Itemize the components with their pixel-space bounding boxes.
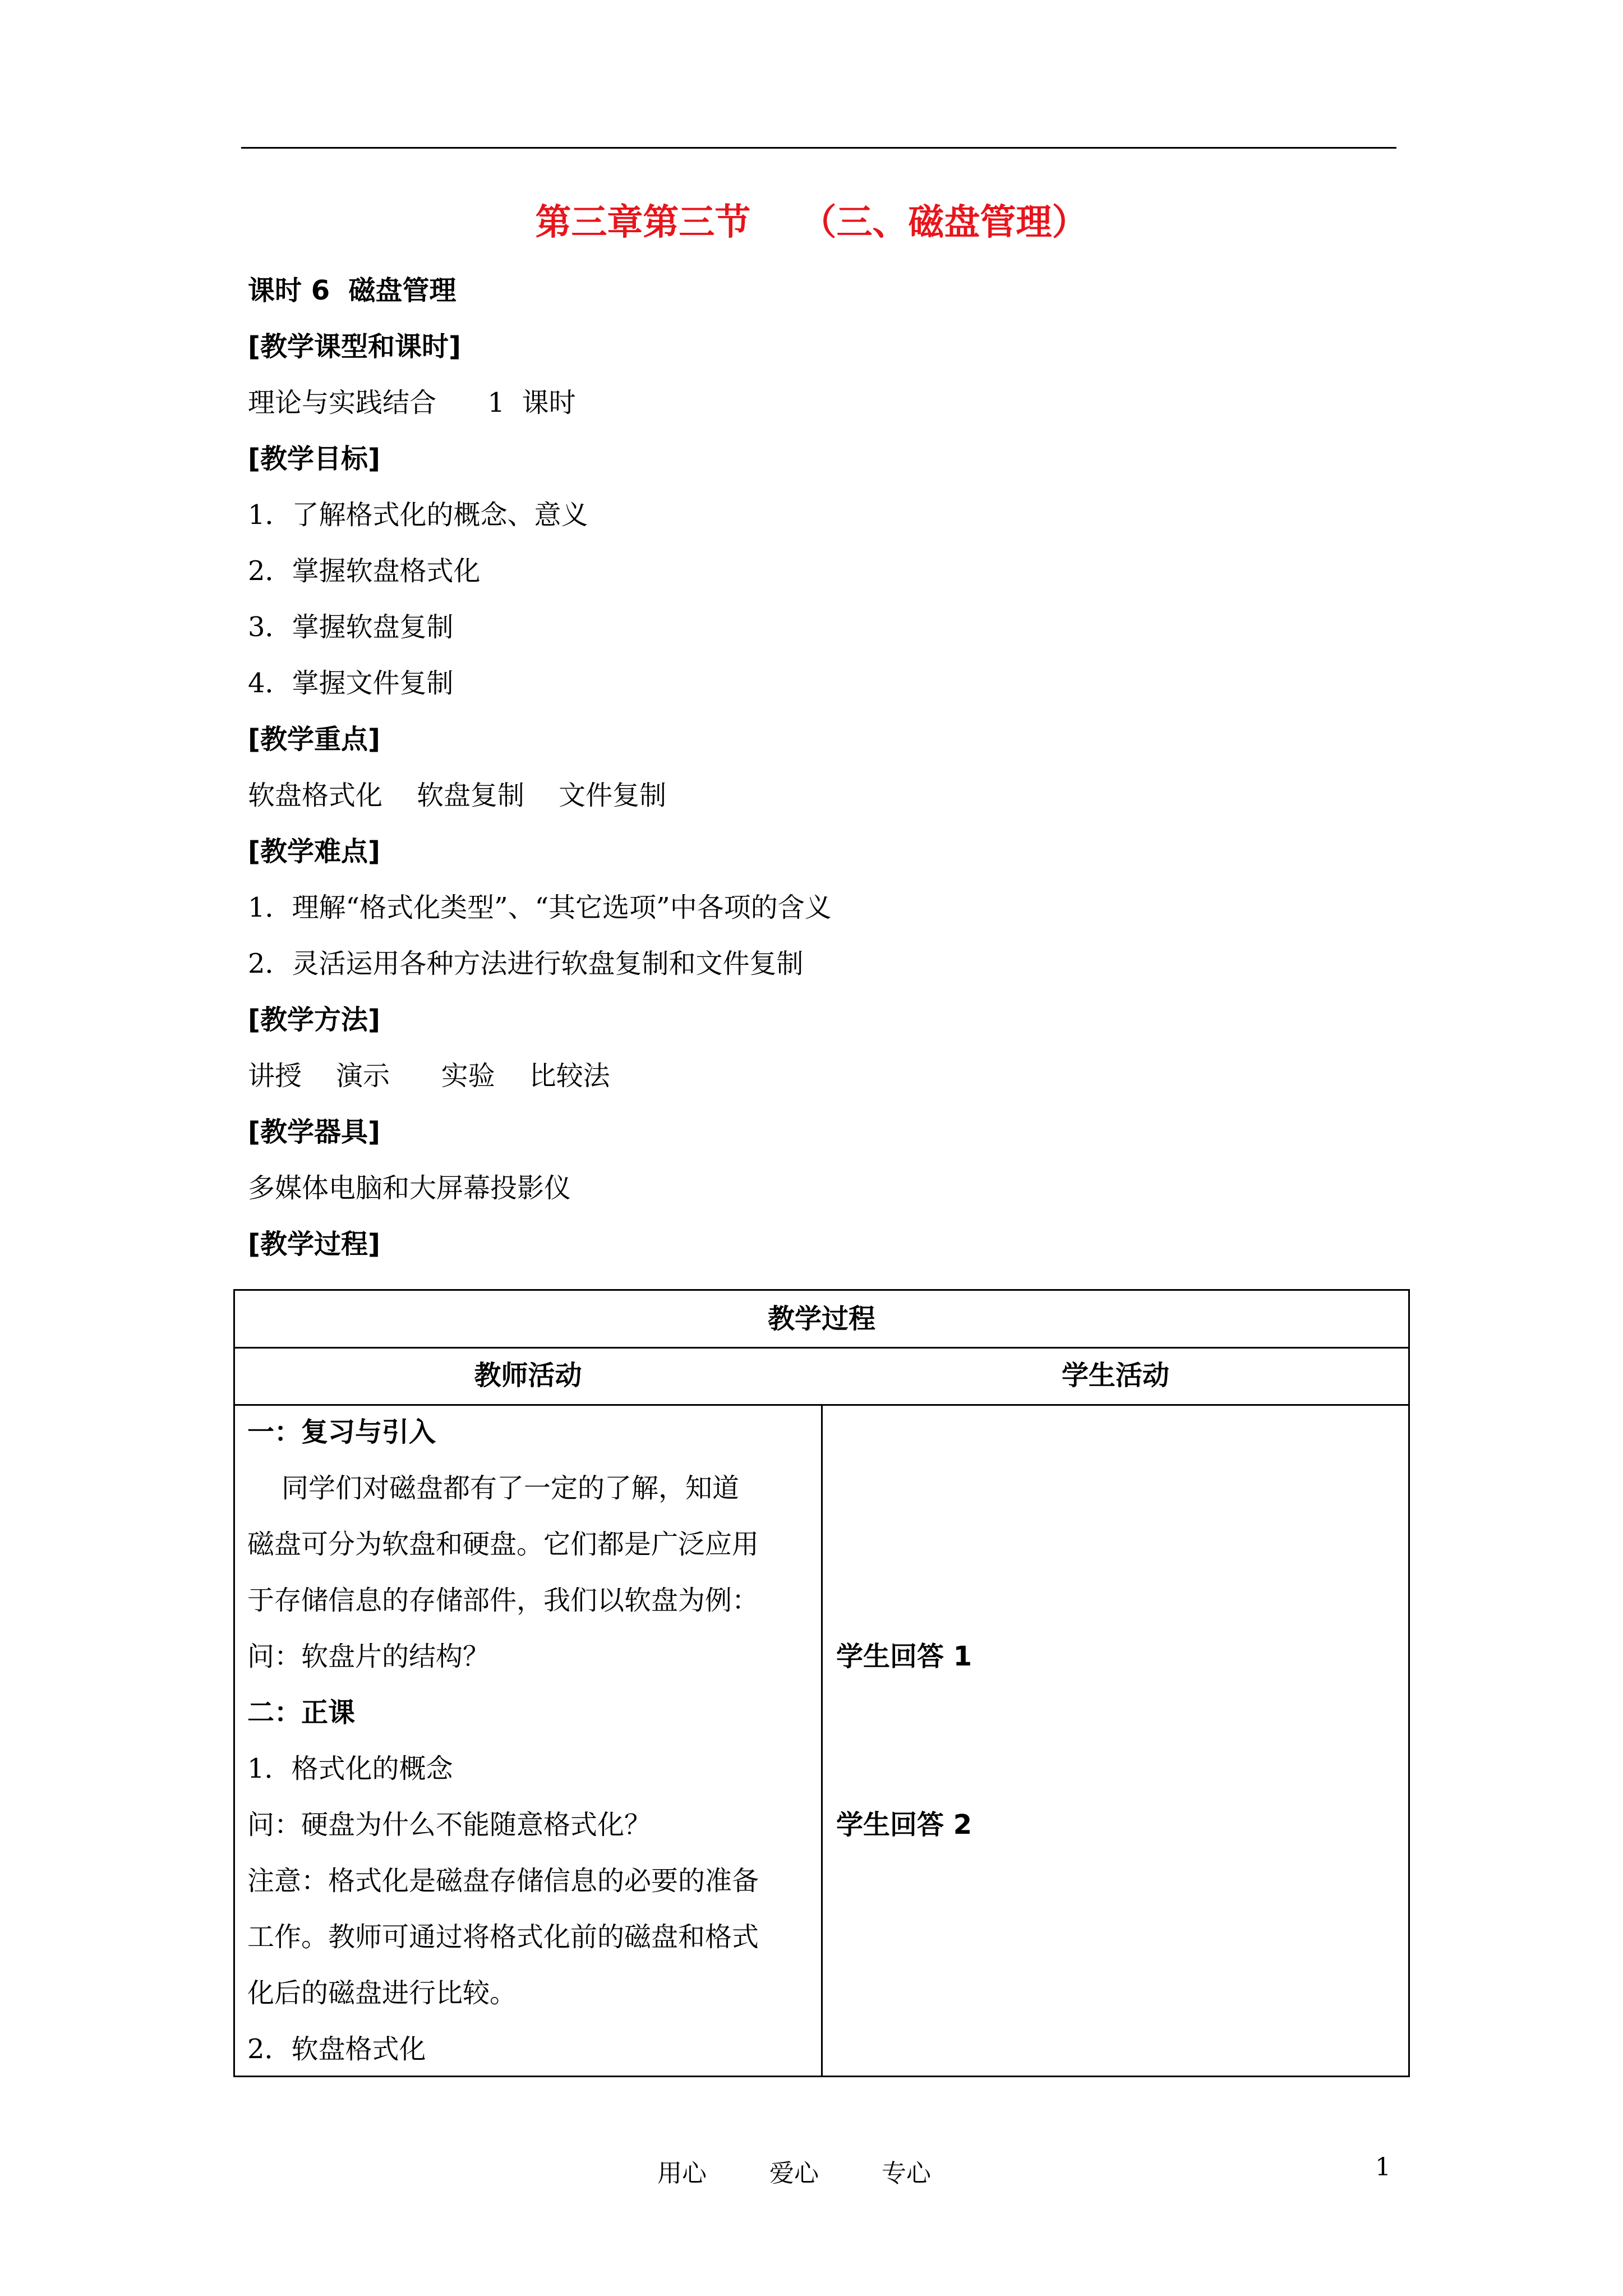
table-column-divider xyxy=(821,1404,823,2076)
student-answer: 学生回答 2 xyxy=(836,1809,972,1841)
difficulty-item: 1．理解“格式化类型”、“其它选项”中各项的含义 xyxy=(248,892,832,923)
footer-motto: 专心 xyxy=(882,2159,931,2188)
teacher-step-heading: 二：正课 xyxy=(247,1697,356,1728)
teacher-line: 问：软盘片的结构？ xyxy=(247,1641,490,1672)
goal-item: 1．了解格式化的概念、意义 xyxy=(248,499,588,531)
page-title: 第三章第三节 （三、磁盘管理） xyxy=(535,202,1088,243)
teacher-line: 1．格式化的概念 xyxy=(247,1753,453,1784)
teacher-line: 磁盘可分为软盘和硬盘。它们都是广泛应用 xyxy=(247,1529,759,1560)
goal-item: 3．掌握软盘复制 xyxy=(248,611,454,643)
section-text-key: 软盘格式化 软盘复制 文件复制 xyxy=(248,780,667,811)
teacher-line: 同学们对磁盘都有了一定的了解，知道 xyxy=(247,1473,740,1504)
section-heading-difficulty: [教学难点] xyxy=(248,836,380,867)
section-text-tools: 多媒体电脑和大屏幕投影仪 xyxy=(248,1172,571,1204)
section-text-type: 理论与实践结合 1 课时 xyxy=(248,387,576,418)
table-divider xyxy=(235,1347,1408,1349)
section-heading-goals: [教学目标] xyxy=(248,443,380,475)
footer-motto: 爱心 xyxy=(769,2159,819,2188)
footer-motto: 用心 xyxy=(657,2159,707,2188)
teacher-line: 化后的磁盘进行比较。 xyxy=(247,1977,517,2009)
section-heading-key: [教学重点] xyxy=(248,724,380,755)
teacher-line: 2．软盘格式化 xyxy=(247,2033,426,2065)
section-text-method: 讲授 演示 实验 比较法 xyxy=(248,1060,610,1092)
section-heading-method: [教学方法] xyxy=(248,1004,380,1036)
student-answer: 学生回答 1 xyxy=(836,1641,972,1672)
section-heading-type: [教学课型和课时] xyxy=(248,331,461,362)
teacher-line: 问：硬盘为什么不能随意格式化？ xyxy=(247,1809,652,1841)
process-table xyxy=(233,1289,1410,2077)
teacher-step-heading: 一：复习与引入 xyxy=(247,1416,436,1448)
goal-item: 4．掌握文件复制 xyxy=(248,668,454,699)
section-heading-process: [教学过程] xyxy=(248,1228,380,1260)
header-rule xyxy=(241,147,1396,149)
difficulty-item: 2．灵活运用各种方法进行软盘复制和文件复制 xyxy=(248,948,804,979)
page-number: 1 xyxy=(1375,2153,1391,2182)
table-caption: 教学过程 xyxy=(767,1303,875,1335)
section-heading-tools: [教学器具] xyxy=(248,1116,380,1148)
lesson-title: 课时 6 磁盘管理 xyxy=(248,275,457,306)
column-header-teacher: 教师活动 xyxy=(474,1360,582,1391)
teacher-line: 工作。教师可通过将格式化前的磁盘和格式 xyxy=(247,1921,759,1953)
goal-item: 2．掌握软盘格式化 xyxy=(248,555,481,587)
column-header-student: 学生活动 xyxy=(1061,1360,1169,1391)
teacher-line: 注意：格式化是磁盘存储信息的必要的准备 xyxy=(247,1865,759,1897)
teacher-line: 于存储信息的存储部件，我们以软盘为例： xyxy=(247,1585,759,1616)
